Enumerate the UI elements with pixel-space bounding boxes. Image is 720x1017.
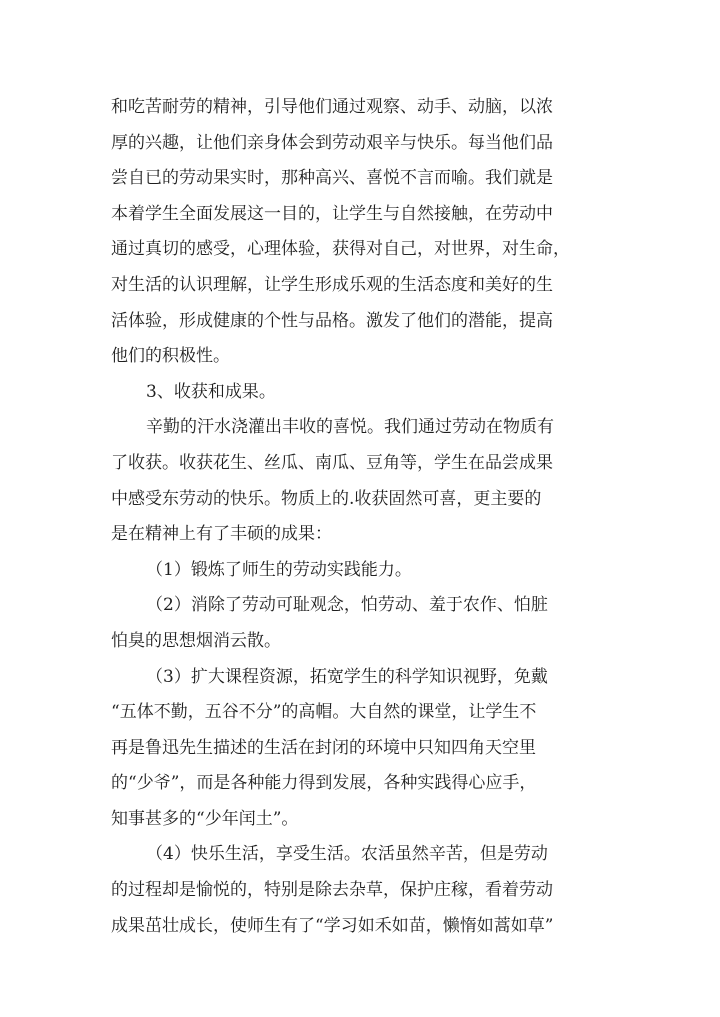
- text-line: 知事甚多的“少年闰土”。: [111, 808, 299, 829]
- list-item: （3）扩大课程资源，拓宽学生的科学知识视野，免戴: [146, 666, 548, 687]
- text-line: 活体验，形成健康的个性与品格。激发了他们的潜能，提高: [111, 310, 553, 331]
- document-body: [111, 90, 616, 944]
- text-line: 本着学生全面发展这一目的，让学生与自然接触，在劳动中: [111, 203, 553, 224]
- text-line: “五体不勤，五谷不分”的高帽。大自然的课堂，让学生不: [111, 702, 537, 723]
- text-line: 是在精神上有了丰硕的成果：: [111, 524, 332, 545]
- list-item: （4）快乐生活，享受生活。农活虽然辛苦，但是劳动: [146, 844, 548, 865]
- text-line: 了收获。收获花生、丝瓜、南瓜、豆角等，学生在品尝成果: [111, 452, 553, 473]
- list-item: （2）消除了劳动可耻观念，怕劳动、羞于农作、怕脏: [146, 595, 548, 616]
- text-line: 他们的积极性。: [111, 346, 230, 367]
- text-line: 和吃苦耐劳的精神，引导他们通过观察、动手、动脑，以浓: [111, 97, 553, 117]
- text-line: 厚的兴趣，让他们亲身体会到劳动艰辛与快乐。每当他们品: [111, 132, 553, 153]
- text-line: 的“少爷”，而是各种能力得到发展，各种实践得心应手，: [111, 773, 537, 794]
- text-line: 中感受东劳动的快乐。物质上的.收获固然可喜，更主要的: [111, 488, 542, 509]
- text-line: 尝自已的劳动果实时，那种高兴、喜悦不言而喻。我们就是: [111, 168, 553, 189]
- text-line: 的过程却是愉悦的，特别是除去杂草，保护庄稼，看着劳动: [111, 880, 553, 901]
- section-heading: 3、收获和成果。: [146, 381, 276, 402]
- text-line: 对生活的认识理解，让学生形成乐观的生活态度和美好的生: [111, 274, 553, 295]
- list-item: （1）锻炼了师生的劳动实践能力。: [146, 559, 412, 580]
- text-line: 再是鲁迅先生描述的生活在封闭的环境中只知四角天空里: [111, 737, 536, 758]
- text-line: 辛勤的汗水浇灌出丰收的喜悦。我们通过劳动在物质有: [146, 417, 554, 438]
- text-line: 怕臭的思想烟消云散。: [111, 630, 281, 651]
- text-line: 成果茁壮成长，使师生有了“学习如禾如苗，懒惰如蒿如草”: [111, 915, 554, 936]
- text-line: 通过真切的感受，心理体验，获得对自己，对世界，对生命，: [111, 239, 570, 260]
